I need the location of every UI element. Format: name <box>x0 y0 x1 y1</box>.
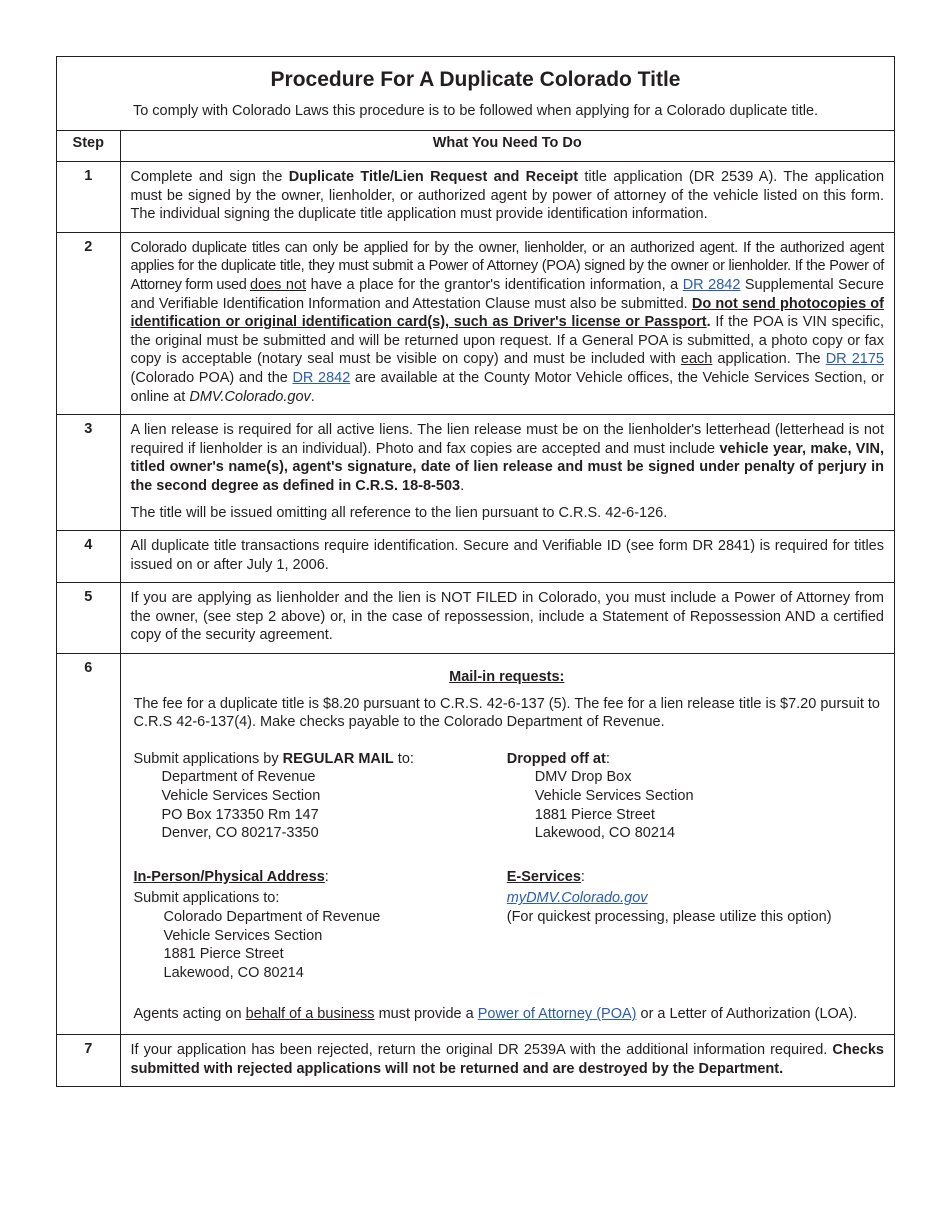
text: are available at the County Motor Vehicle offices, the Vehicle Services Section, or online at <box>130 369 884 405</box>
drop-address <box>507 768 880 842</box>
text: Submit applications to: <box>133 890 280 907</box>
mydmv-link[interactable]: myDMV.Colorado.gov <box>506 890 648 907</box>
text: to: <box>393 750 414 767</box>
step-number: 5 <box>57 583 120 654</box>
text: A lien release is required for all active liens. The lien release must be on the lienholder's letterhead (letterhead is not required if lienholder is an individual). Photo and fax copies are accepted and must include <box>130 422 884 457</box>
mail-address <box>134 768 507 842</box>
in-person-block <box>134 868 507 983</box>
emphasis: does not <box>249 276 307 293</box>
text: E-Services <box>506 868 581 885</box>
website-text: DMV.Colorado.gov <box>189 388 311 405</box>
address-line: Vehicle Services Section <box>534 788 694 805</box>
step-number: 6 <box>57 654 120 1035</box>
step-row-5 <box>57 583 894 654</box>
step-content-7 <box>120 1034 894 1086</box>
text: Submit applications by <box>133 750 283 767</box>
page-title: Procedure For A Duplicate Colorado Title <box>270 68 681 91</box>
step-number: 3 <box>57 415 120 531</box>
text: Supplemental Secure and Verifiable Identification Information and Attestation Clause must also be submitted. <box>130 276 884 312</box>
fee-text: The fee for a duplicate title is $8.20 pursuant to C.R.S. 42-6-137 (5). The fee for a lien release title is $7.20 pursuit to C.R.S 42-6-137(4). Make checks payable to the Colorado Department of Revenue. <box>133 695 880 731</box>
dr2842-link[interactable]: DR 2842 <box>682 276 741 293</box>
dr2842-link[interactable]: DR 2842 <box>292 369 351 386</box>
text: or a Letter of Authorization (LOA). <box>636 1006 858 1023</box>
text: application. The <box>712 351 826 368</box>
step-row-1 <box>57 162 894 233</box>
title-block <box>57 57 894 131</box>
step-row-2 <box>57 232 894 414</box>
text: Complete and sign the <box>130 169 289 185</box>
required-fields: vehicle year, make, VIN, titled owner's name(s), agent's signature, date of lien release and must be signed under penalty of perjury in the second degree as defined in C.R.S. 18-8-503 <box>130 440 884 494</box>
text: : <box>580 868 585 885</box>
address-line: Lakewood, CO 80214 <box>534 825 676 842</box>
text: : <box>605 750 610 767</box>
text: REGULAR MAIL <box>282 750 394 767</box>
text: : <box>324 868 329 885</box>
step-content-6 <box>120 654 894 1035</box>
address-line: 1881 Pierce Street <box>534 806 655 823</box>
text: must provide a <box>374 1006 478 1023</box>
text: All duplicate title transactions require identification. Secure and Verifiable ID (see form DR 2841) is required for titles issued on or after July 1, 2006. <box>130 538 884 573</box>
regular-mail-block <box>134 750 507 843</box>
address-line: Lakewood, CO 80214 <box>163 964 304 981</box>
address-line: Department of Revenue <box>161 769 316 786</box>
page-subtitle: To comply with Colorado Laws this procedure is to be followed when applying for a Colorado duplicate title. <box>132 103 819 119</box>
text: Dropped off at <box>506 750 606 767</box>
text: title application (DR 2539 A). The application must be signed by the owner, lienholder, or authorized agent by power of attorney of the vehicle listed on this form. The individual signing the duplicate title application must provide identification information. <box>130 169 885 223</box>
form-name: Duplicate Title/Lien Request and Receipt <box>288 169 579 185</box>
address-line: PO Box 173350 Rm 147 <box>161 806 319 823</box>
column-header-what: What You Need To Do <box>120 131 894 162</box>
address-line: Vehicle Services Section <box>163 927 323 944</box>
text: (For quickest processing, please utilize this option) <box>506 909 832 925</box>
steps-table <box>57 131 894 1086</box>
text: If your application has been rejected, return the original DR 2539A with the additional information required. <box>130 1041 833 1058</box>
warning-text: Do not send photocopies of identification or original identification card(s), such as Driver's license or Passport <box>130 295 884 331</box>
procedure-document <box>56 56 895 1087</box>
step-content-5 <box>120 583 894 654</box>
mail-columns <box>134 750 881 843</box>
text: (Colorado POA) and the <box>130 369 293 386</box>
address-line: Colorado Department of Revenue <box>163 909 381 925</box>
agents-text <box>134 1005 881 1024</box>
step-number: 2 <box>57 232 120 414</box>
step-number: 7 <box>57 1034 120 1086</box>
address-line: Denver, CO 80217-3350 <box>161 825 319 842</box>
text: . <box>706 314 711 331</box>
step-number: 4 <box>57 531 120 583</box>
text: If the POA is VIN specific, the original must be submitted and will be returned upon request. If a General POA is submitted, a photo copy or fax copy is acceptable (notary seal must be visible on copy) and must be included with <box>130 314 884 368</box>
step-row-7 <box>57 1034 894 1086</box>
step-row-4 <box>57 531 894 583</box>
address-line: DMV Drop Box <box>534 769 632 786</box>
table-header-row <box>57 131 894 162</box>
emphasis: each <box>680 351 713 368</box>
text: Agents acting on <box>133 1006 246 1023</box>
text: have a place for the grantor's identification information, a <box>306 276 683 293</box>
step-content-1 <box>120 162 894 233</box>
step-content-3 <box>120 415 894 531</box>
text: . <box>310 388 315 405</box>
address-line: Vehicle Services Section <box>161 788 321 805</box>
poa-link[interactable]: Power of Attorney (POA) <box>477 1006 637 1023</box>
in-person-address <box>134 908 507 982</box>
e-services-block <box>507 868 880 983</box>
text: In-Person/Physical Address <box>133 868 325 885</box>
step-row-6 <box>57 654 894 1035</box>
step-content-4 <box>120 531 894 583</box>
inperson-columns <box>134 868 881 983</box>
text: . <box>460 477 465 494</box>
text: Colorado duplicate titles can only be applied for by the owner, lienholder, or an authorized agent. If the authorized agent applies for the duplicate title, they must submit a Power of Attorney (POA) signed by the owner or lienholder. If the Power of Attorney form used <box>130 239 884 293</box>
dr2175-link[interactable]: DR 2175 <box>825 351 884 368</box>
address-line: 1881 Pierce Street <box>163 946 284 963</box>
text: The title will be issued omitting all reference to the lien pursuant to C.R.S. 42-6-126. <box>130 504 668 521</box>
text: behalf of a business <box>245 1006 375 1023</box>
warning-text: Checks submitted with rejected applications will not be returned and are destroyed by the Department. <box>130 1041 884 1077</box>
column-header-step: Step <box>57 131 120 162</box>
text: If you are applying as lienholder and the lien is NOT FILED in Colorado, you must include a Power of Attorney from the owner, (see step 2 above) or, in the case of repossession, include a Statement of Repossession AND a certified copy of the security agreement. <box>130 590 884 644</box>
step-content-2 <box>120 232 894 414</box>
drop-off-block <box>507 750 880 843</box>
step-row-3 <box>57 415 894 531</box>
step-number: 1 <box>57 162 120 233</box>
mail-in-heading: Mail-in requests: <box>449 669 565 686</box>
